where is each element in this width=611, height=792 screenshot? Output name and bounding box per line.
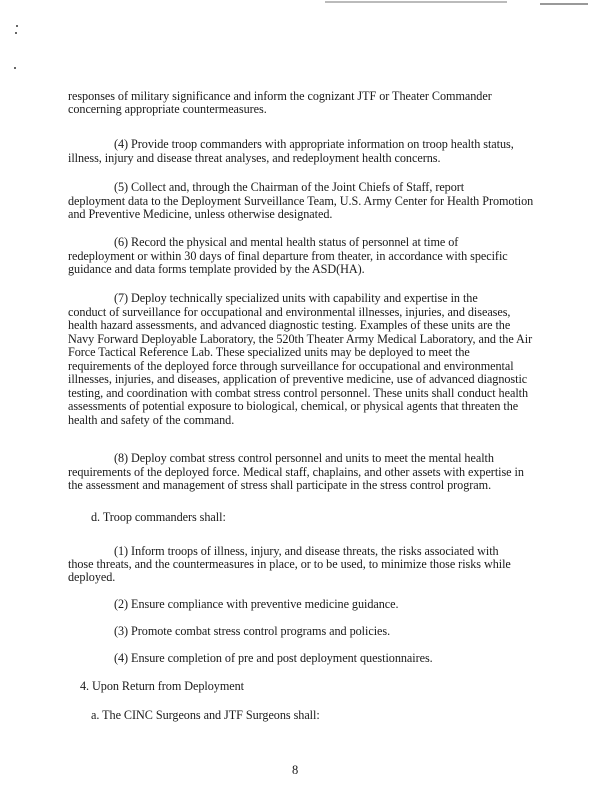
text-line: responses of military significance and inform the cognizant JTF or Theater Commander [68, 89, 492, 103]
item-1-start: (1) Inform troops of illness, injury, and disease threats, the risks associated with [114, 544, 499, 558]
text-line: health hazard assessments, and advanced diagnostic testing. Examples of these units are the [68, 318, 511, 332]
page-number: 8 [292, 763, 299, 777]
text-line: those threats, and the countermeasures in place, or to be used, to minimize those risks while [68, 557, 511, 571]
text-line: Navy Forward Deployable Laboratory, the 520th Theater Army Medical Laboratory, and the Air [68, 332, 533, 346]
scan-speck [15, 32, 17, 34]
text-line: conduct of surveillance for occupational and environmental illnesses, injuries, and diseases, [68, 305, 511, 319]
section-d-heading: d. Troop commanders shall: [91, 510, 226, 524]
scan-speck [16, 25, 18, 27]
section-a-heading: a. The CINC Surgeons and JTF Surgeons shall: [91, 708, 320, 722]
text-line: requirements of the deployed force. Medical staff, chaplains, and other assets with expertise in [68, 465, 524, 479]
paragraph-7-start: (7) Deploy technically specialized units with capability and expertise in the [114, 291, 478, 305]
text-line: and Preventive Medicine, unless otherwise designated. [68, 207, 333, 221]
text-line: assessments of potential exposure to biological, chemical, or physical agents that threaten the [68, 399, 519, 413]
paragraph-8-start: (8) Deploy combat stress control personnel and units to meet the mental health [114, 451, 494, 465]
text-line: redeployment or within 30 days of final departure from theater, in accordance with specific [68, 249, 508, 263]
paragraph-6-start: (6) Record the physical and mental health status of personnel at time of [114, 235, 459, 249]
text-line: requirements of the deployed force through surveillance for occupational and environmental [68, 359, 514, 373]
scan-speck [14, 67, 16, 69]
text-line: guidance and data forms template provided by the ASD(HA). [68, 262, 365, 276]
section-4-heading: 4. Upon Return from Deployment [80, 679, 245, 693]
paragraph-4-start: (4) Provide troop commanders with appropriate information on troop health status, [114, 137, 514, 151]
text-line: Force Tactical Reference Lab. These specialized units may be deployed to meet the [68, 345, 470, 359]
text-line: deployed. [68, 570, 116, 584]
paragraph-5-start: (5) Collect and, through the Chairman of the Joint Chiefs of Staff, report [114, 180, 465, 194]
item-2: (2) Ensure compliance with preventive medicine guidance. [114, 597, 399, 611]
text-line: deployment data to the Deployment Surveillance Team, U.S. Army Center for Health Promotion [68, 194, 534, 208]
text-line: illnesses, injuries, and diseases, application of preventive medicine, use of advanced diagnostic [68, 372, 528, 386]
text-line: testing, and coordination with combat stress control personnel. These units shall conduct health [68, 386, 529, 400]
scan-artifact [540, 3, 588, 5]
text-line: illness, injury and disease threat analyses, and redeployment health concerns. [68, 151, 441, 165]
text-line: the assessment and management of stress shall participate in the stress control program. [68, 478, 492, 492]
text-line: concerning appropriate countermeasures. [68, 102, 267, 116]
scan-artifact [325, 1, 507, 3]
text-line: health and safety of the command. [68, 413, 235, 427]
item-4: (4) Ensure completion of pre and post deployment questionnaires. [114, 651, 433, 665]
item-3: (3) Promote combat stress control programs and policies. [114, 624, 391, 638]
